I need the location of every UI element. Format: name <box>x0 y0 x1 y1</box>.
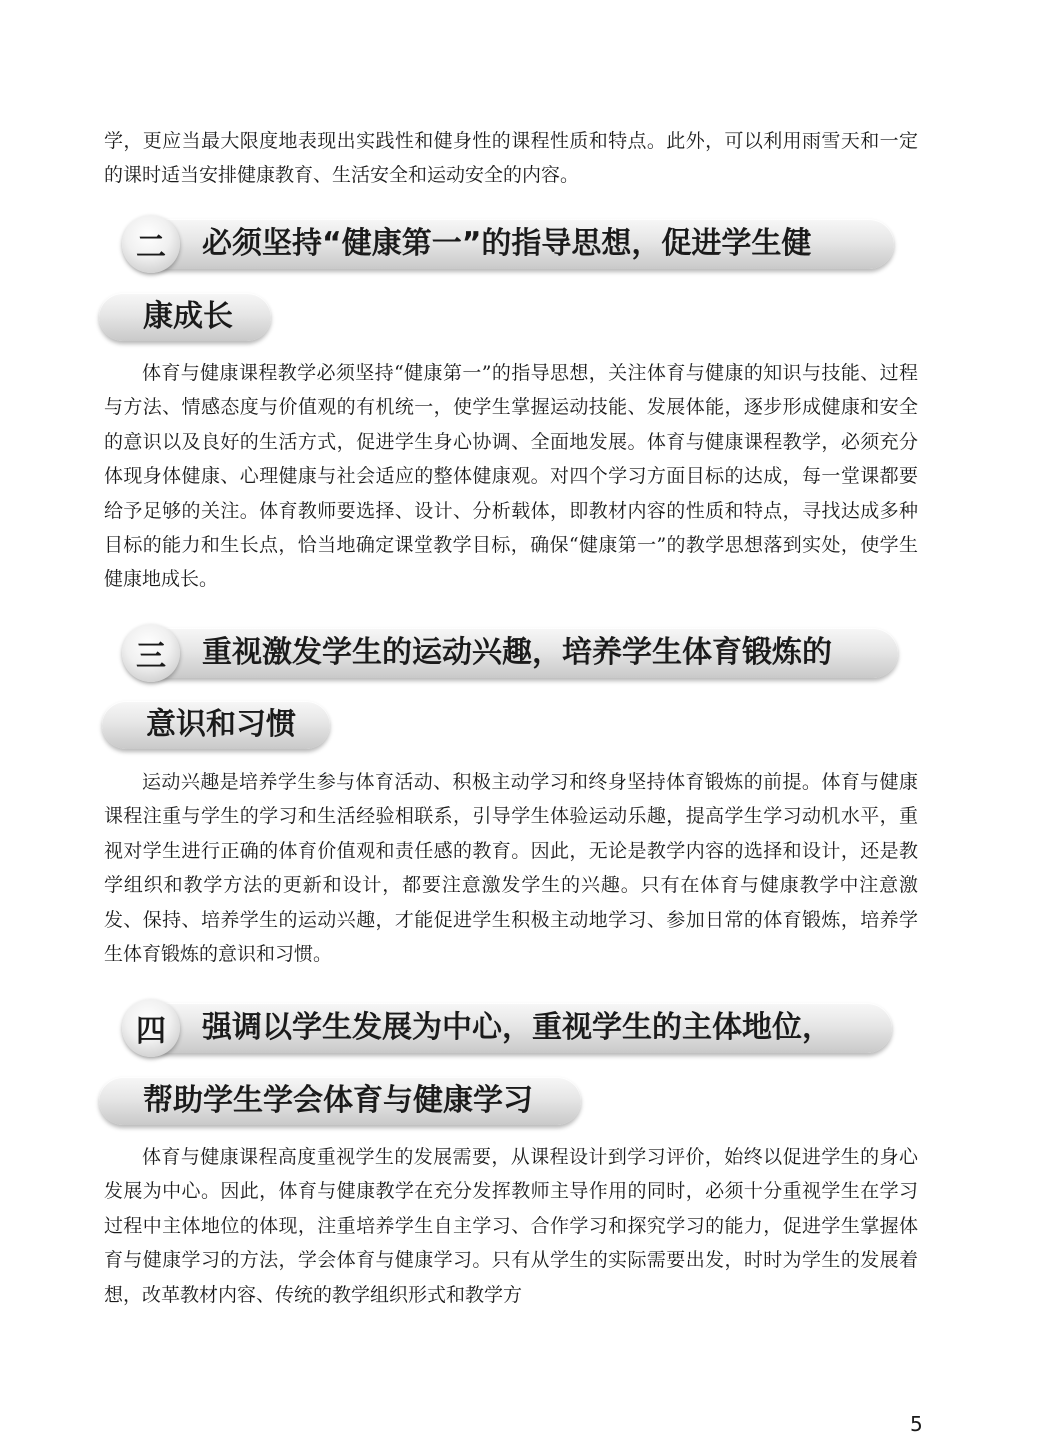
section-3-heading <box>126 628 898 678</box>
section-4-title-line1: 强调以学生发展为中心，重视学生的主体地位， <box>202 1010 832 1045</box>
section-2-title-line2: 康成长 <box>143 299 233 334</box>
section-4-heading <box>126 1003 892 1053</box>
page-number: 5 <box>910 1412 923 1436</box>
section-2-number: 二 <box>122 215 180 273</box>
section-4-heading-continued <box>99 1077 581 1125</box>
section-2-paragraph: 体育与健康课程教学必须坚持“健康第一”的指导思想，关注体育与健康的知识与技能、过程与方法、情感态度与价值观的有机统一，使学生掌握运动技能、发展体能，逐步形成健康和安全的意识以及良好的生活方式，促进学生身心协调、全面地发展。体育与健康课程教学，必须充分体现身体健康、心理健康与社会适应的整体健康观。对四个学习方面目标的达成，每一堂课都要给予足够的关注。体育教师要选择、设计、分析载体，即教材内容的性质和特点，寻找达成多种目标的能力和生长点，恰当地确定课堂教学目标，确保“健康第一”的教学思想落到实处，使学生健康地成长。 <box>104 362 918 591</box>
section-3-title-line2: 意识和习惯 <box>146 707 296 742</box>
section-4-number: 四 <box>122 999 180 1057</box>
section-4-paragraph: 体育与健康课程高度重视学生的发展需要，从课程设计到学习评价，始终以促进学生的身心发展为中心。因此，体育与健康教学在充分发挥教师主导作用的同时，必须十分重视学生在学习过程中主体地位的体现，注重培养学生自主学习、合作学习和探究学习的能力，促进学生掌握体育与健康学习的方法，学会体育与健康学习。只有从学生的实际需要出发，时时为学生的发展着想，改革教材内容、传统的教学组织形式和教学方 <box>104 1146 918 1306</box>
section-3-title-line1: 重视激发学生的运动兴趣，培养学生体育锻炼的 <box>202 635 832 670</box>
section-4-title-line2: 帮助学生学会体育与健康学习 <box>143 1083 533 1118</box>
section-3-paragraph: 运动兴趣是培养学生参与体育活动、积极主动学习和终身坚持体育锻炼的前提。体育与健康课程注重与学生的学习和生活经验相联系，引导学生体验运动乐趣，提高学生学习动机水平，重视对学生进行正确的体育价值观和责任感的教育。因此，无论是教学内容的选择和设计，还是教学组织和教学方法的更新和设计，都要注意激发学生的兴趣。只有在体育与健康教学中注意激发、保持、培养学生的运动兴趣，才能促进学生积极主动地学习、参加日常的体育锻炼，培养学生体育锻炼的意识和习惯。 <box>104 771 918 966</box>
section-2-heading <box>126 219 894 269</box>
section-3-heading-continued <box>102 701 330 749</box>
section-2-heading-continued <box>99 293 271 341</box>
section-3-number: 三 <box>122 624 180 682</box>
intro-paragraph: 学，更应当最大限度地表现出实践性和健身性的课程性质和特点。此外，可以利用雨雪天和一定的课时适当安排健康教育、生活安全和运动安全的内容。 <box>104 130 918 187</box>
section-2-title-line1: 必须坚持“健康第一”的指导思想，促进学生健 <box>202 226 812 261</box>
